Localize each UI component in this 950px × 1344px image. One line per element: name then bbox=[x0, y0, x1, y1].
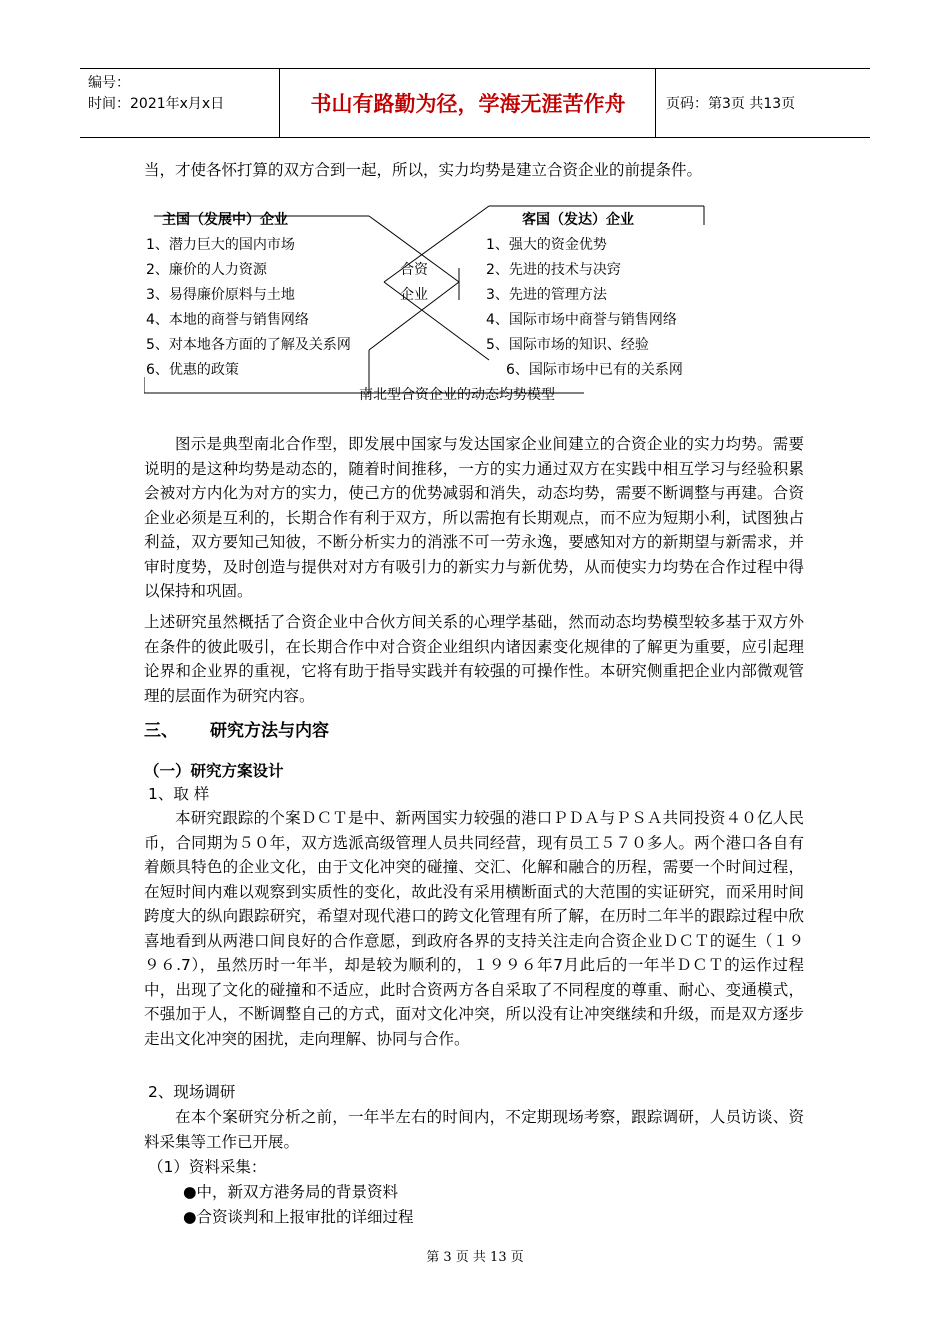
header-meta bbox=[80, 69, 280, 137]
number-label: 编号： bbox=[88, 75, 130, 91]
bullet-item: ●中，新双方港务局的背景资料 bbox=[183, 1183, 399, 1201]
header-page-info: 页码：第3页 共13页 bbox=[666, 96, 796, 112]
paragraph-4: 在本个案研究分析之前，一年半左右的时间内，不定期现场考察，跟踪调研，人员访谈、资料采集等工作已开展。 bbox=[144, 1108, 804, 1151]
center-label-top: 合资 bbox=[400, 262, 428, 278]
host-title: 主国（发展中）企业 bbox=[162, 212, 288, 228]
paragraph-2: 上述研究虽然概括了合资企业中合伙方间关系的心理学基础，然而动态均势模型较多基于双方外在条件的彼此吸引，在长期合作中对合资企业组织内诸因素变化规律的了解更为重要，应引起理论界和企业界的重视，它将有助于指导实践并有较强的可操作性。本研究侧重把企业内部微观管理的层面作为研究内容。 bbox=[144, 613, 804, 705]
page-header bbox=[80, 68, 870, 138]
balance-model-diagram bbox=[144, 200, 714, 410]
paragraph-3: 本研究跟踪的个案ＤＣＴ是中、新两国实力较强的港口ＰＤＡ与ＰＳＡ共同投资４０亿人民币，合同期为５０年，双方选派高级管理人员共同经营，现有员工５７０多人。两个港口各自有着颇具特色的企业文化，由于文化冲突的碰撞、交汇、化解和融合的历程，需要一个时间过程，在短时间内难以观察到实质性的变化，故此没有采用横断面式的大范围的实证研究，而采用时间跨度大的纵向跟踪研究，希望对现代港口的跨文化管理有所了解，在历时二年半的跟踪过程中欣喜地看到从两港口间良好的合作意愿，到政府各界的支持关注走向合资企业ＤＣＴ的诞生（１９９６.7），虽然历时一年半，却是较为顺利的，１９９６年7月此后的一年半ＤＣＴ的运作过程中，出现了文化的碰撞和不适应，此时合资两方各自采取了不同程度的尊重、耐心、变通模式，不强加于人，不断调整自己的方式，面对文化冲突，所以没有让冲突继续和升级，而是双方逐步走出文化冲突的困扰，走向理解、协同与合作。 bbox=[144, 809, 804, 1048]
guest-item: 4、国际市场中商誉与销售网络 bbox=[486, 312, 677, 328]
guest-item: 1、强大的资金优势 bbox=[486, 237, 607, 253]
time-label: 时间：2021年x月x日 bbox=[88, 96, 225, 112]
center-label-bottom: 企业 bbox=[400, 287, 428, 303]
guest-item: 5、国际市场的知识、经验 bbox=[486, 337, 649, 353]
subsection-title: （一）研究方案设计 bbox=[144, 762, 284, 780]
host-item: 1、潜力巨大的国内市场 bbox=[146, 237, 295, 253]
host-item: 4、本地的商誉与销售网络 bbox=[146, 312, 309, 328]
guest-item: 3、先进的管理方法 bbox=[486, 287, 607, 303]
item-field-research: 2、现场调研 bbox=[148, 1083, 236, 1101]
host-item: 5、对本地各方面的了解及关系网 bbox=[146, 337, 351, 353]
diagram-caption: 南北型合资企业的动态均势模型 bbox=[359, 387, 555, 403]
guest-item: 6、国际市场中已有的关系网 bbox=[506, 362, 683, 378]
paragraph-1: 图示是典型南北合作型，即发展中国家与发达国家企业间建立的合资企业的实力均势。需要说明的是这种均势是动态的，随着时间推移，一方的实力通过双方在实践中相互学习与经验积累会被对方内化为对方的实力，使己方的优势减弱和消失，动态均势，需要不断调整与再建。合资企业必须是互利的，长期合作有利于双方，所以需抱有长期观点，而不应为短期小利，试图独占利益，双方要知己知彼，不断分析实力的消涨不可一劳永逸，要感知对方的新期望与新需求，并审时度势，及时创造与提供对对方有吸引力的新实力与新优势，从而使实力均势在合作过程中得以保持和巩固。 bbox=[144, 435, 804, 600]
host-item: 2、廉价的人力资源 bbox=[146, 262, 267, 278]
guest-title: 客国（发达）企业 bbox=[522, 212, 634, 228]
header-motto: 书山有路勤为径，学海无涯苦作舟 bbox=[281, 69, 656, 137]
host-item: 3、易得廉价原料与土地 bbox=[146, 287, 295, 303]
section-number: 三、 bbox=[144, 721, 178, 741]
item-sampling: 1、取 样 bbox=[148, 785, 210, 803]
item-data-collection: （1）资料采集： bbox=[148, 1158, 267, 1176]
intro-line: 当，才使各怀打算的双方合到一起，所以，实力均势是建立合资企业的前提条件。 bbox=[144, 161, 703, 179]
bullet-item: ●合资谈判和上报审批的详细过程 bbox=[183, 1208, 414, 1226]
section-title: 研究方法与内容 bbox=[210, 721, 329, 741]
host-item: 6、优惠的政策 bbox=[146, 362, 239, 378]
guest-item: 2、先进的技术与决窍 bbox=[486, 262, 621, 278]
page-footer: 第 3 页 共 13 页 bbox=[426, 1250, 524, 1265]
